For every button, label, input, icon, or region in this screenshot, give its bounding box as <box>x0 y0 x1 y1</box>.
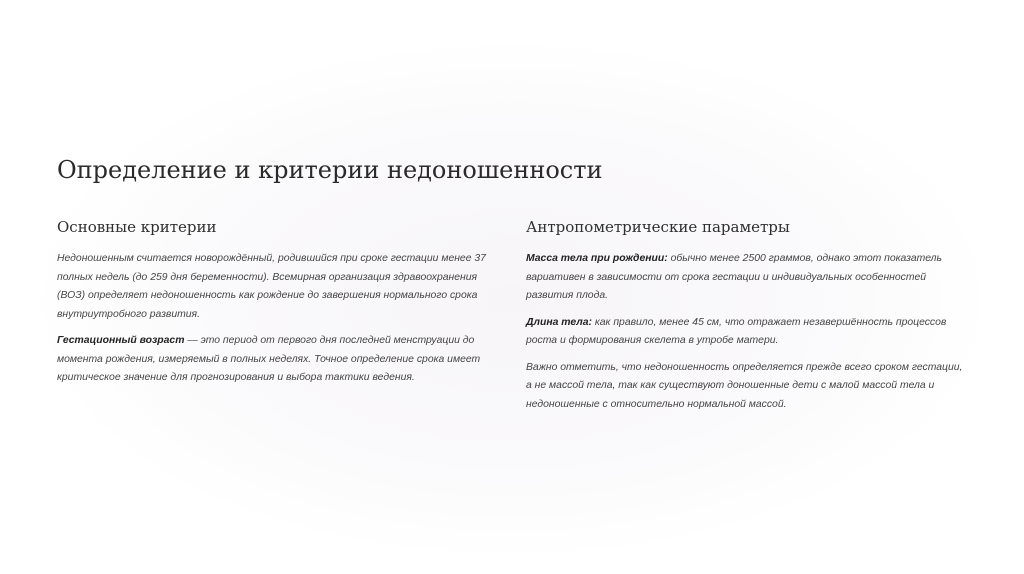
right-column-heading: Антропометрические параметры <box>526 218 790 236</box>
right-paragraph-1 <box>526 250 971 306</box>
left-paragraph-2 <box>57 332 507 388</box>
body-length-term: Длина тела: <box>526 316 592 328</box>
slide-title: Определение и критерии недоношенности <box>57 156 603 184</box>
birth-weight-text: обычно менее 2500 граммов, однако этот показатель вариативен в зависимости от срока гестации и индивидуальных особенностей развития плода. <box>526 253 943 301</box>
left-column-heading: Основные критерии <box>57 218 217 236</box>
birth-weight-term: Масса тела при рождении: <box>526 253 668 264</box>
right-paragraph-2 <box>526 314 971 351</box>
body-length-text: как правило, менее 45 см, что отражает незавершённость процессов роста и формирования скелета в утробе матери. <box>526 316 947 346</box>
left-column <box>57 218 507 396</box>
right-paragraph-3: Важно отметить, что недоношенность определяется прежде всего сроком гестации, а не массой тела, так как существуют доношенные дети с малой массой тела и недоношенные с относительно нормальной массой. <box>526 361 963 410</box>
right-column <box>526 218 971 422</box>
gestational-age-term: Гестационный возраст <box>57 335 185 346</box>
left-paragraph-1: Недоношенным считается новорождённый, родившийся при сроке гестации менее 37 полных недель (до 259 дня беременности). Всемирная организация здравоохранения (ВОЗ) определяет недоношенность как рождение до завершения нормального срока внутриутробного развития. <box>57 253 486 320</box>
gestational-age-text: — это период от первого дня последней менструации до момента рождения, измеряемый в полных неделях. Точное определение срока имеет критическое значение для прогнозирования и выбора тактики ведения. <box>57 335 481 383</box>
